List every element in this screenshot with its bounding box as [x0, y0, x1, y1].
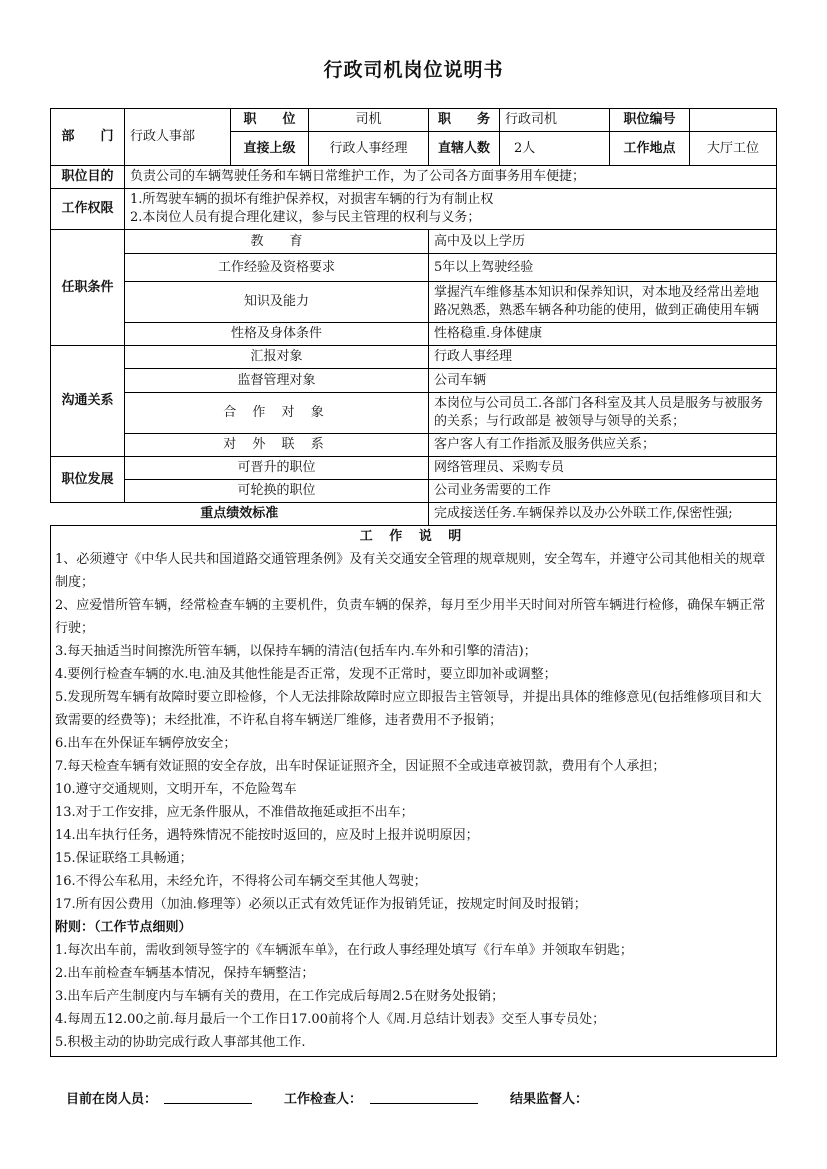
appendix-line: 4.每周五12.00之前.每月最后一个工作日17.00前将个人《周.月总结计划表》交至人事专员处；: [55, 1012, 606, 1027]
authority-item: 1.所驾驶车辆的损坏有维护保养权，对损害车辆的行为有制止权: [130, 192, 494, 207]
purpose-label: 职位目的: [51, 166, 125, 189]
page-title: 行政司机岗位说明书: [323, 59, 504, 81]
job-description-table: [50, 108, 777, 1057]
development-value: 公司业务需要的工作: [429, 480, 777, 503]
supervisor-label: 结果监督人：: [510, 1092, 589, 1107]
checker-label: 工作检查人：: [284, 1092, 363, 1107]
appendix-line: 1.每次出车前，需收到领导签字的《车辆派车单》，在行政人事经理处填写《行车单》并领取车钥匙；: [55, 943, 633, 958]
development-key: 可轮换的职位: [125, 480, 429, 503]
communication-key: 汇报对象: [125, 346, 429, 369]
communication-key: 监督管理对象: [125, 369, 429, 393]
work-line: 13.对于工作安排，应无条件服从，不准借故拖延或拒不出车；: [55, 805, 414, 820]
subordinates-label: 直辖人数: [429, 132, 500, 166]
purpose-value: 负责公司的车辆驾驶任务和车辆日常维护工作，为了公司各方面事务用车便捷；: [125, 166, 777, 189]
appendix-line: 5.积极主动的协助完成行政人事部其他工作.: [55, 1035, 306, 1050]
code-value: [690, 109, 777, 132]
current-staff-line[interactable]: [164, 1088, 252, 1104]
communication-value: 客户客人有工作指派及服务供应关系；: [429, 434, 777, 457]
communication-value: 本岗位与公司员工.各部门各科室及其人员是服务与被服务的关系；与行政部是 被领导与领导的关系；: [429, 393, 777, 434]
communication-key: 对 外 联 系: [125, 434, 429, 457]
work-line: 15.保证联络工具畅通；: [55, 851, 193, 866]
work-line: 5.发现所驾车辆有故障时要立即检修，个人无法排除故障时应立即报告主管领导，并提出具体的维修意见(包括维修项目和大致需要的经费等)；未经批准，不许私自将车辆送厂维修，违者费用不予报销；: [55, 690, 762, 728]
qualification-value: 性格稳重.身体健康: [429, 323, 777, 346]
work-line: 7.每天检查车辆有效证照的安全存放，出车时保证证照齐全，因证照不全或违章被罚款，费用有个人承担；: [55, 759, 666, 774]
current-staff-label: 目前在岗人员：: [66, 1092, 158, 1107]
work-line: 1、必须遵守《中华人民共和国道路交通管理条例》及有关交通安全管理的规章规则，安全驾车，并遵守公司其他相关的规章制度；: [55, 552, 766, 590]
communication-value: 公司车辆: [429, 369, 777, 393]
qualification-key: 性格及身体条件: [125, 323, 429, 346]
communication-key: 合 作 对 象: [125, 393, 429, 434]
qualification-value: 5年以上驾驶经验: [429, 254, 777, 282]
development-label: 职位发展: [51, 457, 125, 503]
position-label: 职 位: [231, 109, 309, 132]
qualification-value: 掌握汽车维修基本知识和保养知识，对本地及经常出差地路况熟悉，熟悉车辆各种功能的使用，做到正确使用车辆: [429, 282, 777, 323]
communication-value: 行政人事经理: [429, 346, 777, 369]
subordinates-value: 2人: [500, 132, 610, 166]
work-line: 10.遵守交通规则，文明开车，不危险驾车: [55, 782, 297, 797]
work-title: 工 作 说 明: [359, 529, 468, 544]
qualification-key: 工作经验及资格要求: [125, 254, 429, 282]
authority-label: 工作权限: [51, 189, 125, 230]
appendix-line: 3.出车后产生制度内与车辆有关的费用，在工作完成后每周2.5在财务处报销；: [55, 989, 505, 1004]
duty-value: 行政司机: [500, 109, 610, 132]
work-section: [51, 526, 777, 1057]
checker-line[interactable]: [370, 1088, 478, 1104]
qualification-label: 任职条件: [51, 230, 125, 346]
duty-label: 职 务: [429, 109, 500, 132]
authority-item: 2.本岗位人员有提合理化建议，参与民主管理的权利与义务；: [130, 210, 481, 225]
superior-value: 行政人事经理: [309, 132, 429, 166]
appendix-line: 2.出车前检查车辆基本情况，保持车辆整洁；: [55, 966, 315, 981]
code-label: 职位编号: [610, 109, 690, 132]
kpi-label: 重点绩效标准: [51, 503, 429, 526]
work-line: 3.每天抽适当时间擦洗所管车辆，以保持车辆的清洁(包括车内.车外和引擎的清洁)；: [55, 644, 537, 659]
development-value: 网络管理员、采购专员: [429, 457, 777, 480]
work-line: 6.出车在外保证车辆停放安全；: [55, 736, 237, 751]
kpi-value: 完成接送任务.车辆保养以及办公外联工作,保密性强;: [429, 503, 777, 526]
appendix-title: 附则：（工作节点细则）: [55, 920, 192, 935]
dept-value: 行政人事部: [125, 109, 231, 166]
work-line: 2、应爱惜所管车辆，经常检查车辆的主要机件，负责车辆的保养，每月至少用半天时间对所管车辆进行检修，确保车辆正常行驶；: [55, 598, 766, 636]
work-line: 16.不得公车私用，未经允许，不得将公司车辆交至其他人驾驶；: [55, 874, 427, 889]
location-label: 工作地点: [610, 132, 690, 166]
position-value: 司机: [309, 109, 429, 132]
location-value: 大厅工位: [690, 132, 777, 166]
qualification-key: 教 育: [125, 230, 429, 254]
development-key: 可晋升的职位: [125, 457, 429, 480]
work-line: 17.所有因公费用（加油.修理等）必须以正式有效凭证作为报销凭证，按规定时间及时报销；: [55, 897, 587, 912]
work-line: 4.要例行检查车辆的水.电.油及其他性能是否正常，发现不正常时，要立即加补或调整；: [55, 667, 557, 682]
communication-label: 沟通关系: [51, 346, 125, 457]
qualification-value: 高中及以上学历: [429, 230, 777, 254]
dept-label: 部 门: [51, 109, 125, 166]
superior-label: 直接上级: [231, 132, 309, 166]
work-line: 14.出车执行任务，遇特殊情况不能按时返回的，应及时上报并说明原因；: [55, 828, 479, 843]
qualification-key: 知识及能力: [125, 282, 429, 323]
